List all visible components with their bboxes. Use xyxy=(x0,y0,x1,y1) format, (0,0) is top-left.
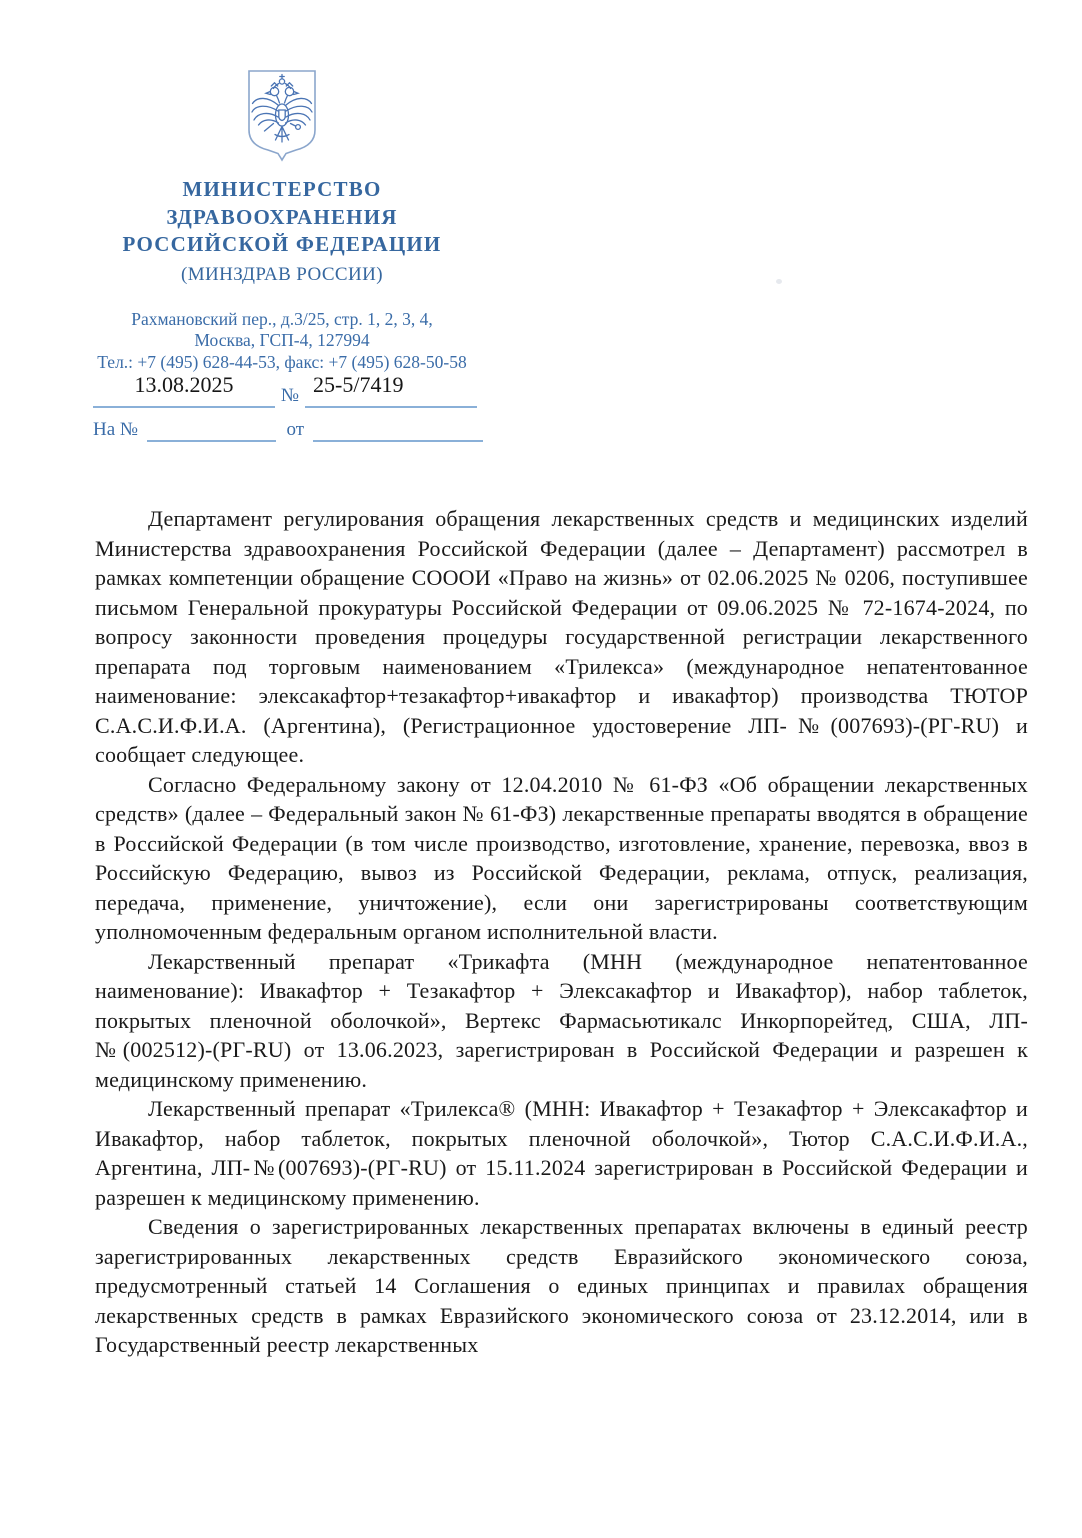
body-paragraph-1: Департамент регулирования обращения лекарственных средств и медицинских изделий Министерства здравоохранения Российской Федерации (далее – Департамент) рассмотрел в рамках компетенции обращение СОООИ «Право на жизнь» от 02.06.2025 № 0206, поступившее письмом Генеральной прокуратуры Российской Федерации от 09.06.2025 № 72-1674-2024, по вопросу законности проведения процедуры государственной регистрации лекарственного препарата под торговым наименованием «Трилекса» (международное непатентованное наименование: элексакафтор+тезакафтор+ивакафтор и ивакафтор) производства ТЮТОР С.А.С.И.Ф.И.А. (Аргентина), (Регистрационное удостоверение ЛП-№(007693)-(РГ-RU) и сообщает следующее. xyxy=(95,506,1028,767)
reply-date-blank-line xyxy=(313,426,483,442)
body-paragraph-3: Лекарственный препарат «Трикафта (МНН (международное непатентованное наименование): Ивакафтор + Тезакафтор + Элексакафтор и Ивакафтор), набор таблеток, покрытых пленочной оболочкой», Вертекс Фармасьютикалс Инкорпорейтед, США, ЛП-№(002512)-(РГ-RU) от 13.06.2023, зарегистрирован в Российской Федерации и разрешен к медицинскому применению. xyxy=(95,948,1028,1092)
ministry-name-line-3: РОССИЙСКОЙ ФЕДЕРАЦИИ xyxy=(122,232,442,256)
number-sign-label: № xyxy=(280,385,300,406)
outgoing-reference-row xyxy=(93,373,483,408)
scan-artifact-dot xyxy=(776,279,782,284)
reply-to-number-label: На № xyxy=(93,419,139,440)
reply-number-blank-line xyxy=(147,426,276,442)
incoming-reference-row xyxy=(93,419,483,442)
letter-body xyxy=(95,504,1028,1360)
outgoing-number-value: 25-5/7419 xyxy=(313,372,404,397)
outgoing-date-field xyxy=(93,373,275,408)
reference-block xyxy=(93,373,483,442)
ministry-name-line-1: МИНИСТЕРСТВО xyxy=(182,177,382,201)
body-paragraph-4: Лекарственный препарат «Трилекса® (МНН: Ивакафтор + Тезакафтор + Элексакафтор и Ивакафтор, набор таблеток, покрытых пленочной оболочкой», Тютор С.А.С.И.Ф.И.А., Аргентина, ЛП-№(007693)-(РГ-RU) от 15.11.2024 зарегистрирован в Российской Федерации и разрешен к медицинскому применению. xyxy=(95,1096,1028,1210)
address-line-1: Рахмановский пер., д.3/25, стр. 1, 2, 3, 4, xyxy=(131,308,433,329)
russian-coat-of-arms-icon xyxy=(240,68,324,162)
ministry-name-line-2: ЗДРАВООХРАНЕНИЯ xyxy=(166,204,398,229)
ministry-name xyxy=(62,176,502,259)
ministry-short-name: (МИНЗДРАВ РОССИИ) xyxy=(181,263,383,285)
body-paragraph-2: Согласно Федеральному закону от 12.04.2010 № 61-ФЗ «Об обращении лекарственных средств» (далее – Федеральный закон № 61-ФЗ) лекарственные препараты вводятся в обращение в Российской Федерации (в том числе производство, изготовление, хранение, перевозка, ввоз в Российскую Федерацию, вывоз из Российской Федерации, реклама, отпуск, реализация, передача, применение, уничтожение), если они зарегистрированы соответствующим уполномоченным федеральным органом исполнительной власти. xyxy=(95,771,1028,944)
reply-from-label: от xyxy=(286,419,305,440)
outgoing-date-value: 13.08.2025 xyxy=(134,372,234,397)
address-line-2: Москва, ГСП-4, 127994 xyxy=(194,330,370,350)
outgoing-number-field xyxy=(305,373,477,408)
body-paragraph-5: Сведения о зарегистрированных лекарственных препаратах включены в единый реестр зарегистрированных лекарственных средств Евразийского экономического союза, предусмотренный статьей 14 Соглашения о единых принципах и правилах обращения лекарственных средств в рамках Евразийского экономического союза от 23.12.2014, или в Государственный реестр лекарственных xyxy=(95,1214,1028,1357)
address-block xyxy=(62,309,502,374)
phone-fax-line: Тел.: +7 (495) 628-44-53, факс: +7 (495) 628-50-58 xyxy=(97,351,467,372)
letterhead xyxy=(62,68,502,373)
